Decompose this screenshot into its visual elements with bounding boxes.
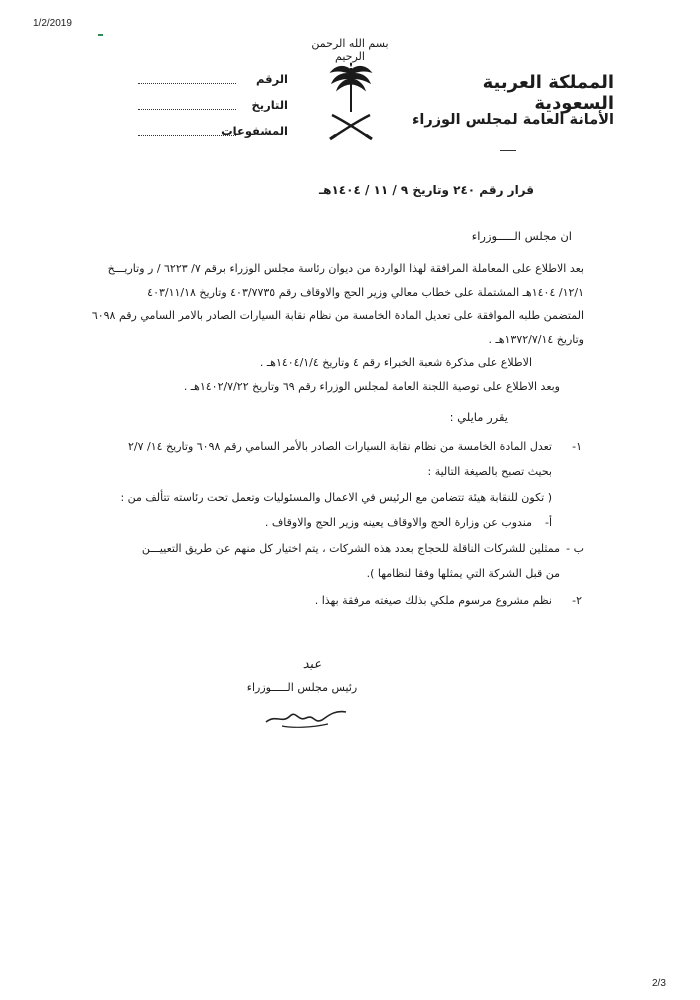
subitem-marker: أ- xyxy=(544,516,552,529)
attachments-label: المشفوعات xyxy=(221,124,288,138)
article-number: ١- xyxy=(572,440,582,453)
preamble-line: ١٢/١/ ١٤٠٤هـ المشتملة على خطاب معالي وزير الحج والاوقاف رقم ٤٠٣/٧٧٣٥ وتاريخ ٤٠٣/١١/١٨ xyxy=(147,286,584,299)
article-text-line: بحيث تصبح بالصيغة التالية : xyxy=(427,465,552,478)
preamble-line: وبعد الاطلاع على توصية اللجنة العامة لمجلس الوزراء رقم ٦٩ وتاريخ ١٤٠٢/٧/٢٢هـ . xyxy=(183,380,560,393)
article-text-line: تعدل المادة الخامسة من نظام نقابة السيارات الصادر بالأمر السامي رقم ٦٠٩٨ وتاريخ ١٤/ ٢/٧ xyxy=(128,440,552,453)
number-blank-line xyxy=(138,83,236,84)
kingdom-name: المملكة العربية السعودية xyxy=(482,72,614,114)
council-opening: ان مجلس الـــــوزراء xyxy=(471,229,572,243)
date-field xyxy=(138,98,288,118)
signature-initials: عبد xyxy=(302,657,322,672)
resolution-intro: يقرر مايلي : xyxy=(449,410,508,424)
preamble-line: الاطلاع على مذكرة شعبة الخبراء رقم ٤ وتاريخ ١٤٠٤/١/٤هـ . xyxy=(259,356,532,369)
preamble-line: المتضمن طلبه الموافقة على تعديل المادة الخامسة من نظام نقابة السيارات الصادر بالامر السامي رقم ٦٠٩٨ xyxy=(91,309,584,322)
date-label: التاريخ xyxy=(251,98,288,112)
page-number: 2/3 xyxy=(652,978,666,989)
subitem-text: مندوب عن وزارة الحج والاوقاف يعينه وزير الحج والاوقاف . xyxy=(264,516,532,529)
handwritten-signature xyxy=(262,702,352,732)
green-mark xyxy=(98,34,103,36)
article-text-line: ( تكون للنقابة هيئة تتضامن مع الرئيس في الاعمال والمسئوليات وتعمل تحت رئاسته تتألف من : xyxy=(120,491,552,504)
subitem-text: من قبل الشركة التي يمثلها وفقا لنظامها ). xyxy=(366,567,560,580)
subitem-text: ممثلين للشركات الناقلة للحجاج بعدد هذه الشركات ، يتم اختيار كل منهم عن طريق التعييـــن xyxy=(141,542,560,555)
subitem-marker: ب - xyxy=(566,542,584,555)
attachments-field xyxy=(138,124,288,144)
secretariat-name: الأمانة العامة لمجلس الوزراء xyxy=(411,112,614,128)
article-number: ٢- xyxy=(572,594,582,607)
article-text-line: نظم مشروع مرسوم ملكي بذلك صيغته مرفقة بهذا . xyxy=(314,594,552,607)
palm-and-swords-emblem xyxy=(326,60,376,142)
header-flourish xyxy=(500,138,516,151)
reference-number-field xyxy=(138,72,288,92)
decision-heading: قرار رقم ٢٤٠ وتاريخ ٩ / ١١ / ١٤٠٤هـ xyxy=(319,183,534,197)
basmala: بسم الله الرحمن الرحيم xyxy=(311,37,389,63)
signatory-title: رئيس مجلس الـــــوزراء xyxy=(246,681,358,694)
number-label: الرقم xyxy=(256,72,288,86)
print-date: 1/2/2019 xyxy=(33,18,72,29)
preamble-line: بعد الاطلاع على المعاملة المرافقة لهذا الواردة من ديوان رئاسة مجلس الوزراء برقم ٧/ ٦٢٢٣ / ر وتاريـــخ xyxy=(107,262,584,275)
preamble-line: وتاريخ ١٣٧٢/٧/١٤هـ . xyxy=(488,333,584,346)
date-blank-line xyxy=(138,109,236,110)
